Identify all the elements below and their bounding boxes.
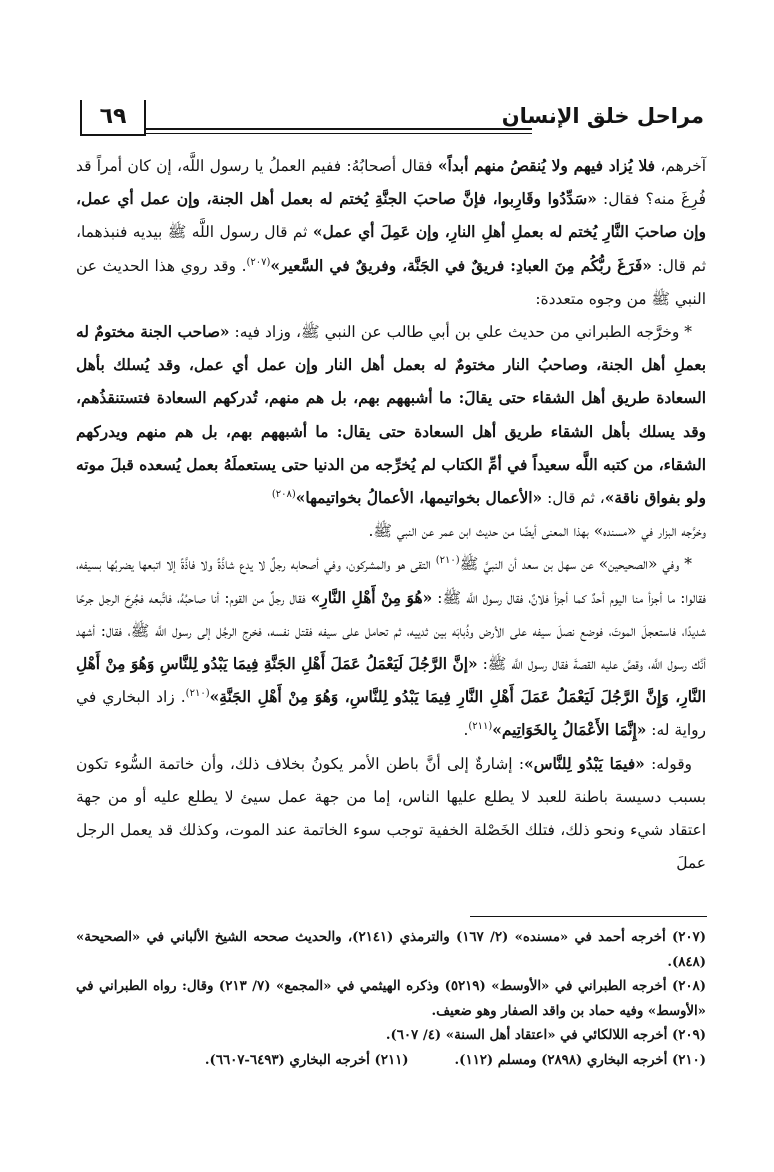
footnote-209: (٢٠٩) أخرجه اللالكائي في «اعتقاد أهل السنة» (٤/ ٦٠٧). bbox=[385, 1028, 706, 1043]
text-run: وخرَّجه البزار في «مسنده» بهذا المعنى أيضًا من حديث ابن عمر عن النبي ﷺ. bbox=[368, 522, 706, 541]
paragraph-2 bbox=[76, 316, 706, 515]
hadith-quote: «فيمَا يَبْدُو لِلنَّاس» bbox=[524, 754, 645, 773]
header-rule-thin bbox=[144, 133, 532, 134]
page-number: ٦٩ bbox=[80, 100, 146, 136]
footnote-208: (٢٠٨) أخرجه الطبراني في «الأوسط» (٥٢١٩) وذكره الهيثمي في «المجمع» (٧/ ٢١٣) وقال: رواه الطبراني في «الأوسط» وفيه حماد بن واقد الصفار وهو ضعيف. bbox=[76, 979, 706, 1019]
text-run: * وخرَّجه الطبراني من حديث علي بن أبي طالب عن النبي ﷺ، وزاد فيه: bbox=[229, 323, 692, 342]
footnote-ref-207[interactable]: (٢٠٧) bbox=[246, 256, 271, 268]
page-header bbox=[74, 100, 704, 140]
footnote-210: (٢١٠) أخرجه البخاري (٢٨٩٨) ومسلم (١١٢). bbox=[454, 1052, 706, 1068]
footnotes bbox=[76, 926, 706, 1073]
text-run: فقال أصحابُهُ: ففيم العملُ يا رسول اللَّه، إن كان أمراً قد فُرِغَ منه؟ فقال: bbox=[76, 157, 706, 209]
paragraph-4 bbox=[76, 548, 706, 747]
hadith-quote: «إِنَّمَا الأَعْمَالُ بِالخَوَاتِيم» bbox=[492, 721, 647, 740]
text-run: آخرهم، bbox=[655, 157, 706, 175]
text-run: * وفي «الصحيحين» عن سهل بن سعد أن النبيَّ ﷺ bbox=[459, 555, 693, 574]
main-text bbox=[76, 150, 706, 880]
paragraph-1 bbox=[76, 150, 706, 316]
text-run: فقال رجلٌ من القوم: أنا صاحبُهُ، فاتَّبعه فجُرِحَ الرجل جرحًا شديدًا، فاستعجلَ الموتَ، فوضع نصلَ سيفه على الأرض وذُبابَه بين ثدييه، ثم تحامل على سيفه فقتل نفسه، فخرج الرجُل إلى رسول اللَّه ﷺ، فقال: أشهد أنَّك رسول اللَّه، وقصَّ عليه القصةَ فقال رسول اللَّه ﷺ: bbox=[76, 588, 706, 674]
paragraph-5 bbox=[76, 748, 706, 881]
text-run: : إشارةٌ إلى أنَّ باطن الأمر يكونُ بخلاف ذلك، وأن خاتمة السُّوء تكون بسبب دسيسة باطنة للعبد لا يطلع عليها الناس، إما من جهة عمل سيئ لا يطلع عليه أو من جهة اعتقاد شيء ونحو ذلك، فتلك الخَصْلة الخفية توجب سوء الخاتمة عند الموت، وكذلك قد يعمل الرجل عملَ bbox=[76, 754, 706, 873]
hadith-quote: «فَرَغَ ربُّكُم مِنَ العبادِ: فريقٌ في الجَنَّة، وفريقٌ في السَّعير» bbox=[270, 256, 652, 275]
text-run: ، ثم قال: bbox=[542, 489, 605, 508]
footnote-ref-210[interactable]: (٢١٠) bbox=[185, 688, 210, 700]
text-run: ثم قال رسول اللَّه ﷺ بيديه فنبذهما، ثم قال: bbox=[76, 223, 706, 275]
hadith-quote: «إنَّ الرَّجُلَ لَيَعْمَلُ عَمَلَ أَهْلِ الجَنَّةِ فِيمَا يَبْدُو لِلنَّاسِ وَهُوَ مِنْ أَهْلِ النَّارِ، وَإِنَّ الرَّجُلَ لَيَعْمَلُ عَمَلَ أَهْلِ النَّارِ فِيمَا يَبْدُو لِلنَّاسِ، وَهُوَ مِنْ أَهْلِ الجَنَّةِ» bbox=[76, 655, 706, 707]
hadith-quote: «هُوَ مِنْ أَهْلِ النَّارِ» bbox=[310, 588, 433, 607]
footnote-ref-209[interactable]: (٢١٠) bbox=[435, 555, 460, 567]
text-run: . وقد روي هذا الحديث عن النبي ﷺ من وجوه متعددة: bbox=[76, 256, 706, 308]
hadith-quote: «صاحب الجنة مختومٌ له بعملِ أهل الجنة، وصاحبُ النار مختومٌ له بعمل أهل النار وإن عمل أي عمل، وقد يُسلك بأهل السعادة طريق أهل الشقاء حتى يقالَ: ما أشبههم بهم، بل هم منهم، تُدركهم السعادة فتستنقذُهم، وقد يسلك بأهل الشقاء طريق أهل السعادة حتى يقال: ما أشبههم بهم، بل هم منهم ويدركهم الشقاء، من كتبه اللَّه سعيداً في أمِّ الكتاب لم يُخرِّجه من الدنيا حتى يستعملَهُ بعمل يُسعده قبلَ موته ولو بفواق ناقة» bbox=[76, 323, 706, 508]
text-run: . bbox=[463, 721, 469, 740]
text-run: . زاد البخاري في رواية له: bbox=[76, 688, 706, 740]
footnote-separator bbox=[470, 916, 707, 917]
hadith-quote: «الأعمال بخواتيمها، الأعمالُ بخواتيمها» bbox=[295, 489, 543, 508]
running-title: مراحل خلق الإنسان bbox=[501, 104, 704, 128]
hadith-quote: «سَدِّدُوا وقَارِبوا، فإنَّ صاحبَ الجنَّةِ يُختم له بعمل أهل الجنة، وإن عمل أي عمل، وإن صاحبَ النَّارِ يُختم له بعملِ أهلِ النارِ، وإن عَمِلَ أي عمل» bbox=[76, 190, 706, 242]
hadith-quote: فلا يُزاد فيهم ولا يُنقصُ منهم أبداً» bbox=[437, 157, 656, 175]
footnote-211: (٢١١) أخرجه البخاري (٦٤٩٣-٦٦٠٧). bbox=[204, 1052, 409, 1068]
header-rule-heavy bbox=[144, 128, 532, 130]
paragraph-3 bbox=[76, 515, 706, 548]
footnote-ref-208[interactable]: (٢٠٨) bbox=[271, 488, 296, 500]
text-run: وقوله: bbox=[644, 754, 692, 773]
footnote-row bbox=[76, 1049, 706, 1074]
footnote-207: (٢٠٧) أخرجه أحمد في «مسنده» (٢/ ١٦٧) والترمذي (٢١٤١)، والحديث صححه الشيخ الألباني في «الصحيحة» (٨٤٨). bbox=[76, 930, 706, 970]
footnote-ref-211[interactable]: (٢١١) bbox=[468, 721, 493, 733]
text-run: التقى هو والمشركون، وفي أصحابه رجلٌ لا يدع شاذَّةً ولا فاذَّةً إلا اتبعها يضربُها بسيفه، فقالوا: ما أجزأ منا اليوم أحدٌ كما أجزأ فلانٌ، فقال رسول اللَّه ﷺ: bbox=[76, 555, 706, 607]
